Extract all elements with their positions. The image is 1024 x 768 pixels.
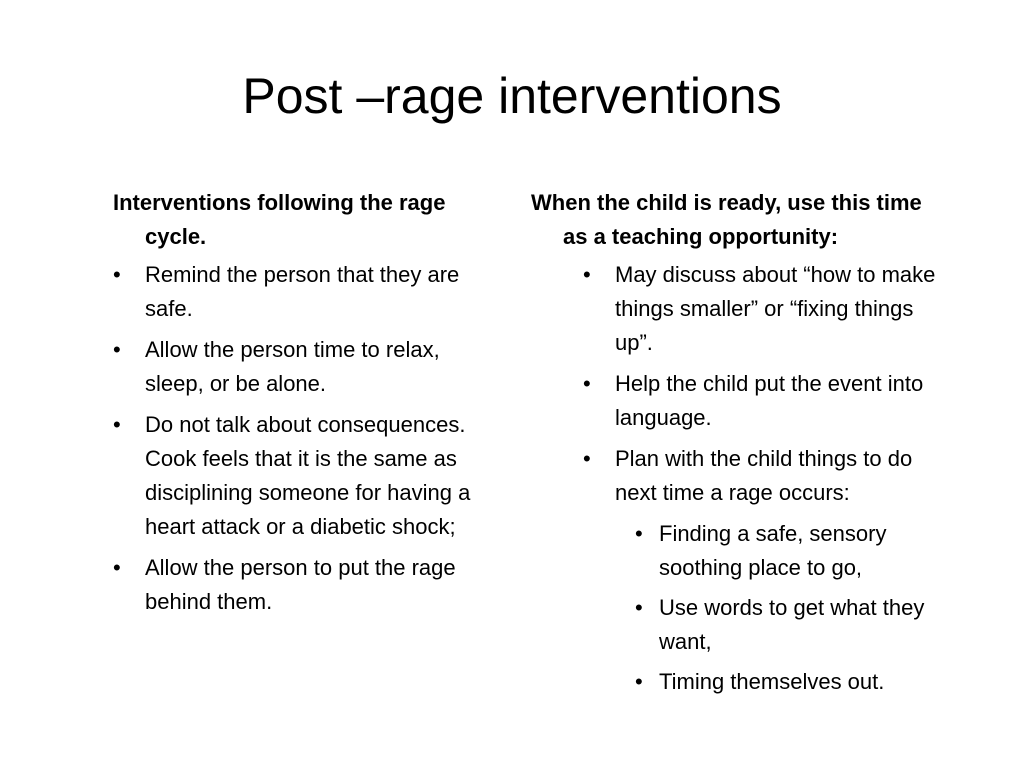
list-item <box>531 442 951 510</box>
list-item-text: Do not talk about consequences. Cook feels that it is the same as disciplining someone for having a heart attack or a diabetic shock; <box>145 412 471 539</box>
right-bullet-list <box>531 258 951 699</box>
list-item-text: Allow the person time to relax, sleep, or be alone. <box>145 337 440 396</box>
list-item-text: Help the child put the event into language. <box>615 371 924 430</box>
bullet-icon: • <box>635 669 643 694</box>
bullet-icon: • <box>113 555 121 580</box>
sub-list-item <box>531 591 951 659</box>
sub-list-item-text: Timing themselves out. <box>659 669 885 694</box>
bullet-icon: • <box>635 595 643 620</box>
bullet-icon: • <box>583 371 591 396</box>
bullet-icon: • <box>635 521 643 546</box>
list-item-text: May discuss about “how to make things smaller” or “fixing things up”. <box>615 262 936 355</box>
list-item <box>113 551 498 619</box>
list-item <box>113 258 498 326</box>
left-column <box>113 186 498 626</box>
left-bullet-list <box>113 258 498 619</box>
list-item <box>113 333 498 401</box>
list-item-text: Allow the person to put the rage behind them. <box>145 555 456 614</box>
list-item <box>531 258 951 360</box>
bullet-icon: • <box>583 262 591 287</box>
sub-list-item-text: Use words to get what they want, <box>659 595 925 654</box>
left-lead-text: Interventions following the rage cycle. <box>113 190 446 249</box>
right-lead-text: When the child is ready, use this time as a teaching opportunity: <box>531 190 922 249</box>
bullet-icon: • <box>113 262 121 287</box>
list-item-text: Remind the person that they are safe. <box>145 262 460 321</box>
sub-list-item <box>531 665 951 699</box>
sub-list-item-text: Finding a safe, sensory soothing place to go, <box>659 521 887 580</box>
slide-title: Post –rage interventions <box>242 68 782 124</box>
sub-list-item <box>531 517 951 585</box>
bullet-icon: • <box>113 412 121 437</box>
list-item-text: Plan with the child things to do next time a rage occurs: <box>615 446 913 505</box>
list-item <box>113 408 498 544</box>
bullet-icon: • <box>583 446 591 471</box>
bullet-icon: • <box>113 337 121 362</box>
right-column <box>531 186 951 705</box>
list-item <box>531 367 951 435</box>
